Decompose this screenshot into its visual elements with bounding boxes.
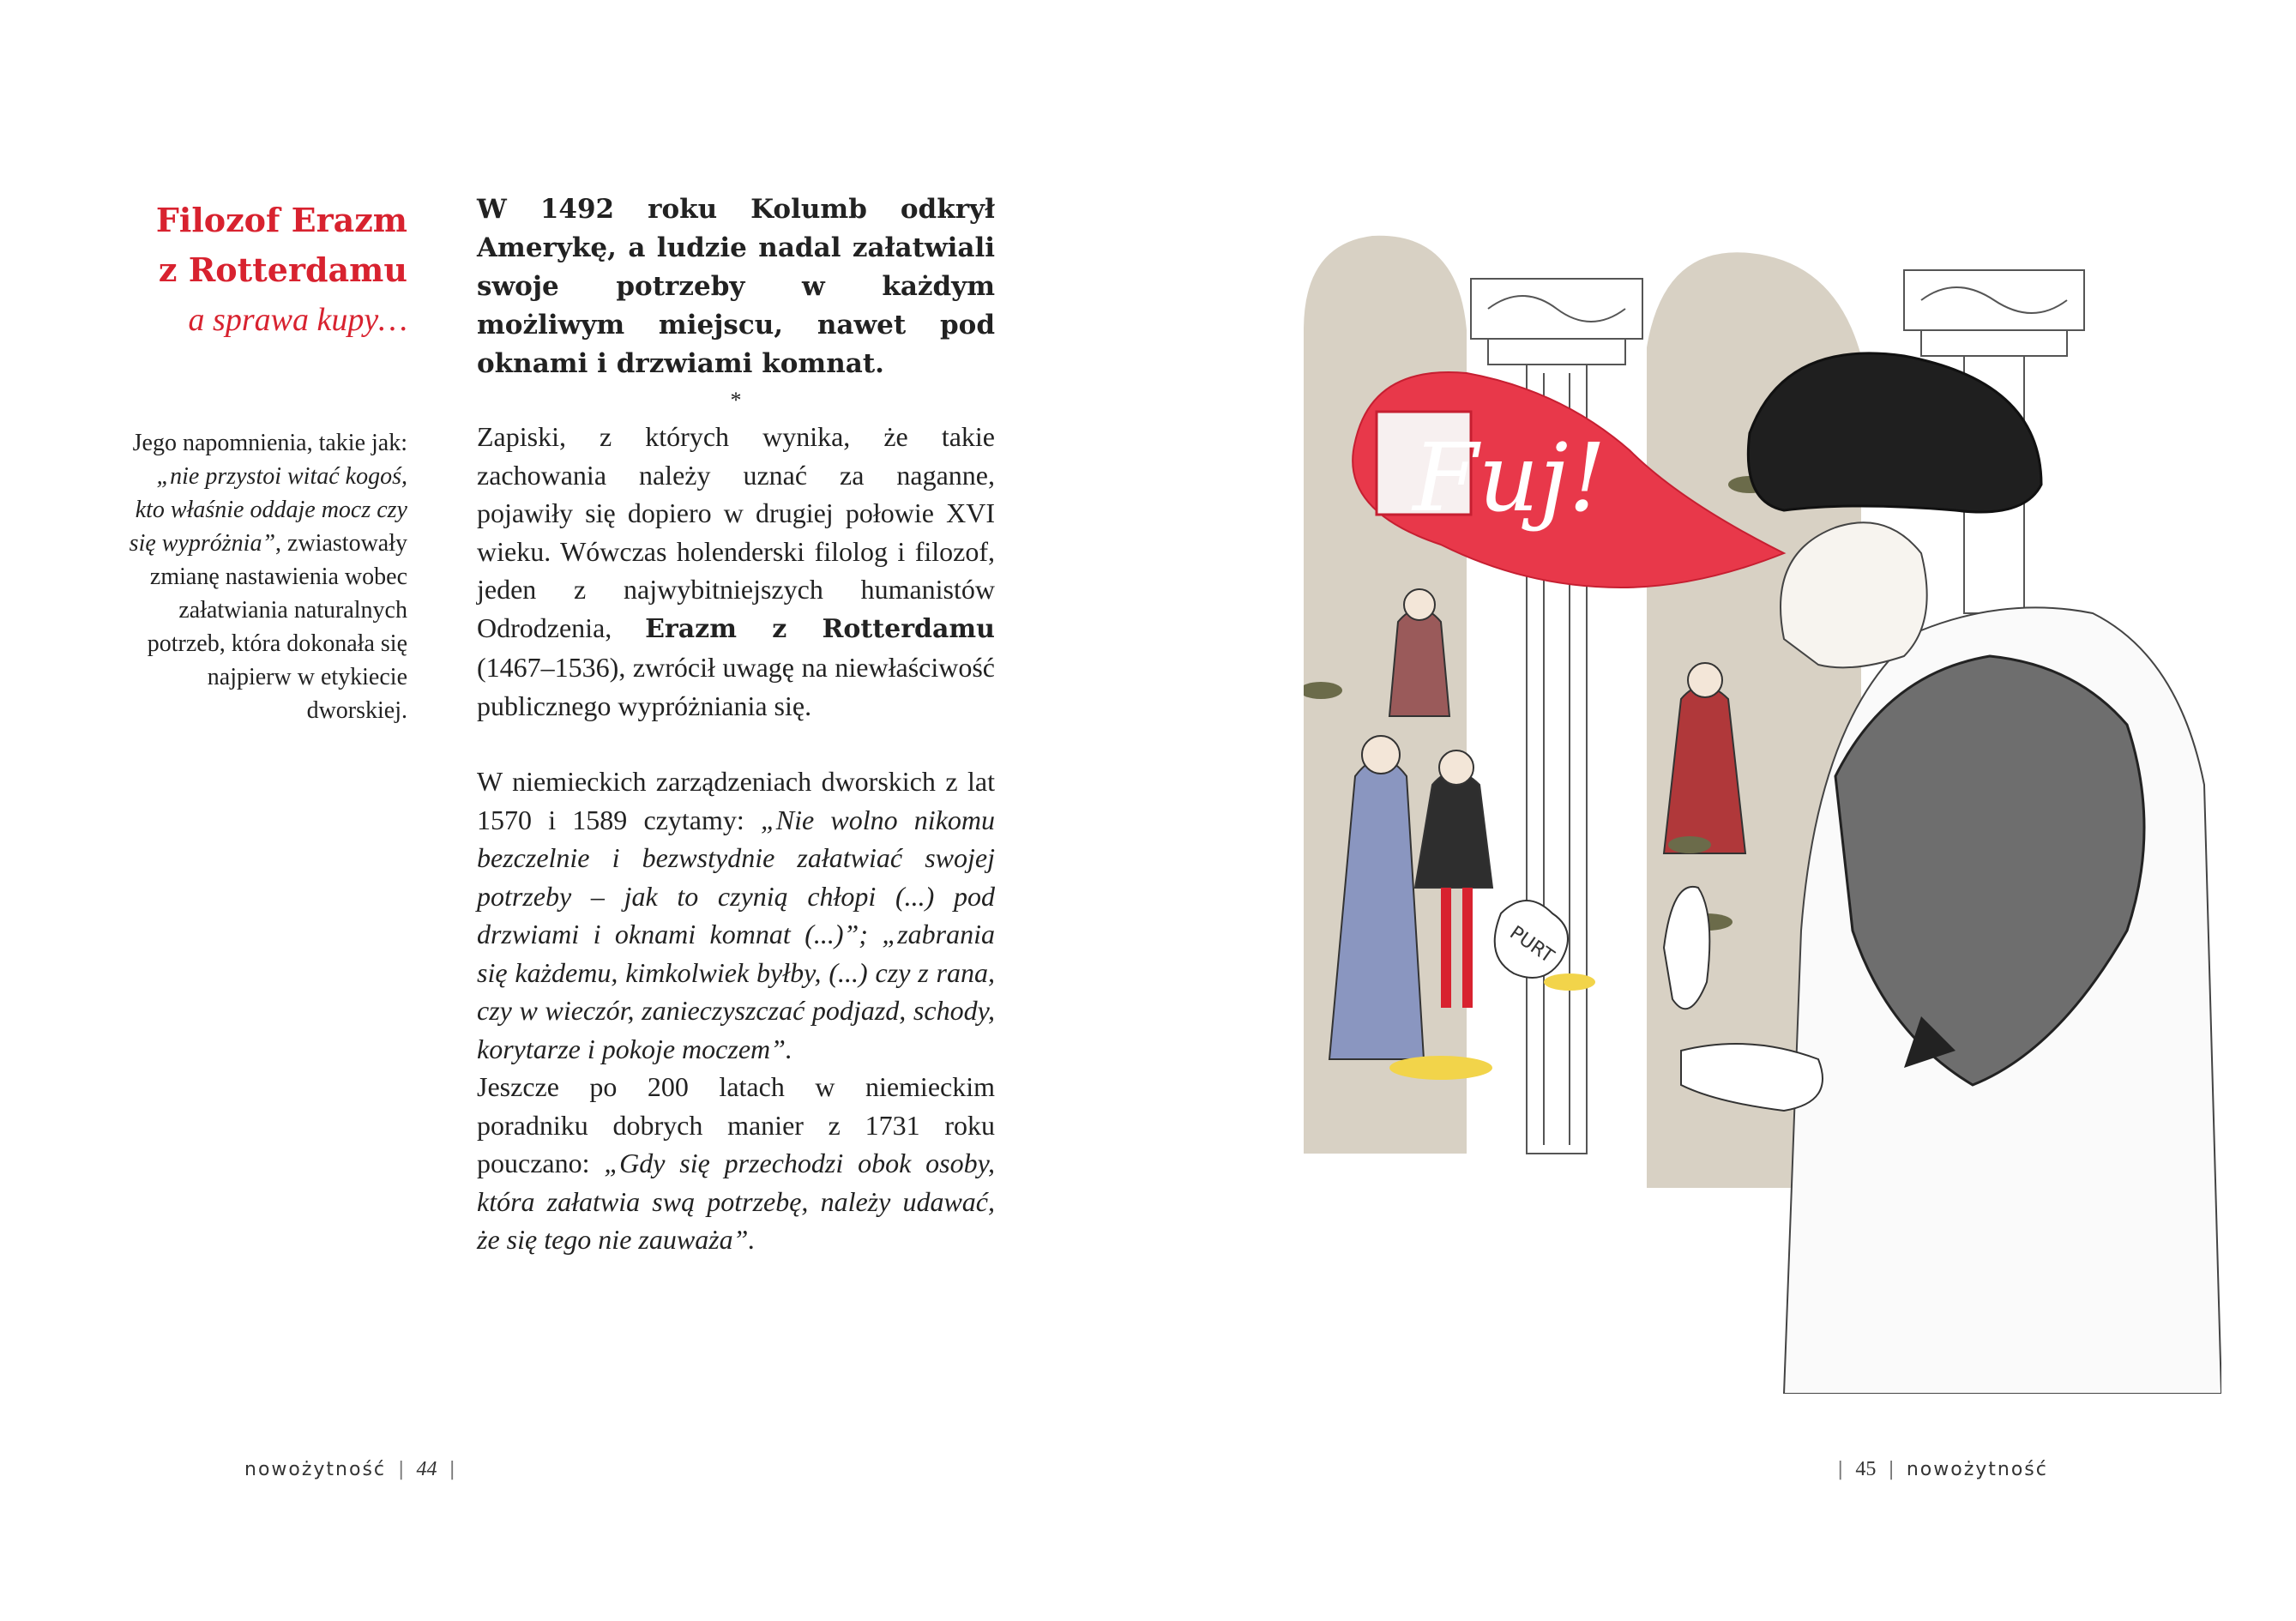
sidebar-note	[129, 426, 407, 727]
footer-divider: |	[449, 1459, 455, 1480]
paragraph-2	[477, 762, 995, 1068]
footer-section: nowożytność	[244, 1459, 387, 1480]
sidebar-title-line2: z Rotterdamu	[158, 250, 407, 289]
page-number: 44	[416, 1458, 437, 1480]
footer-section: nowożytność	[1906, 1459, 2048, 1480]
paragraph-3	[477, 1068, 995, 1259]
lead-paragraph: W 1492 roku Kolumb odkrył Amerykę, a ludzie nadal załatwiali swoje potrzeby w każdym możliwym miejscu, nawet pod oknami i drzwiami komnat.	[477, 194, 995, 379]
purt-text: PURT	[1505, 922, 1558, 968]
footer-right	[1825, 1458, 2048, 1481]
paragraph-1	[477, 418, 995, 725]
footer-divider: |	[1837, 1459, 1844, 1480]
illustration-svg	[1304, 227, 2221, 1394]
page-number: 45	[1855, 1458, 1877, 1480]
erasmus-name: Erazm z Rotterdamu	[645, 613, 995, 644]
court-decree-quote: „Nie wolno nikomu bezczelnie i bezwstydnie załatwiać swojej potrzeby – jak to czynią chłopi (...) pod drzwiami i oknami komnat (...)”; „zabrania się każdemu, kimkolwiek byłby, (...) czy z rana, czy w wieczór, zanieczyszczać podjazd, schody, korytarze i pokoje moczem”.	[477, 804, 996, 1064]
sidebar-note-plain2: , zwiastowały zmianę nastawienia wobec załatwiania naturalnych potrzeb, która dokonała się najpierw w etykiecie dworskiej.	[147, 530, 407, 724]
main-text-column	[477, 190, 995, 1259]
paragraph-1-text-a: Zapiski, z których wynika, że takie zachowania należy uznać za naganne, pojawiły się dopiero w drugiej połowie XVI wieku. Wówczas holenderski filolog i filozof, jeden z najwybitniejszych humanistów Odrodzenia,	[477, 421, 995, 643]
sidebar-title-line1: Filozof Erazm	[155, 201, 407, 239]
footer-divider: |	[398, 1459, 405, 1480]
paragraph-3-text: Jeszcze po 200 latach w niemieckim poradniku dobrych manier z 1731 roku pouczano:	[477, 1071, 995, 1178]
paragraph-1-text-b: (1467–1536), zwrócił uwagę na niewłaściwość publicznego wypróżniania się.	[477, 652, 995, 721]
sidebar-title	[129, 196, 407, 345]
sidebar-subtitle: a sprawa kupy…	[188, 302, 407, 338]
footer-left	[244, 1458, 467, 1481]
sidebar-note-plain1: Jego napomnienia, takie jak:	[132, 430, 407, 456]
erasmus-illustration	[1304, 227, 2221, 1394]
paragraph-gap	[477, 725, 995, 762]
asterisk-divider: *	[730, 388, 742, 413]
footer-divider: |	[1888, 1459, 1895, 1480]
paragraph-2-text: W niemieckich zarządzeniach dworskich z lat 1570 i 1589 czytamy:	[477, 766, 995, 835]
manners-guide-quote: „Gdy się przechodzi obok osoby, która załatwia swą potrzebę, należy udawać, że się tego nie zauważa”.	[477, 1148, 996, 1255]
sidebar-note-quote: „nie przystoi witać kogoś, kto właśnie oddaje mocz czy się wypróżnia”	[129, 463, 407, 557]
fuj-text: Fuj!	[1413, 423, 1606, 533]
